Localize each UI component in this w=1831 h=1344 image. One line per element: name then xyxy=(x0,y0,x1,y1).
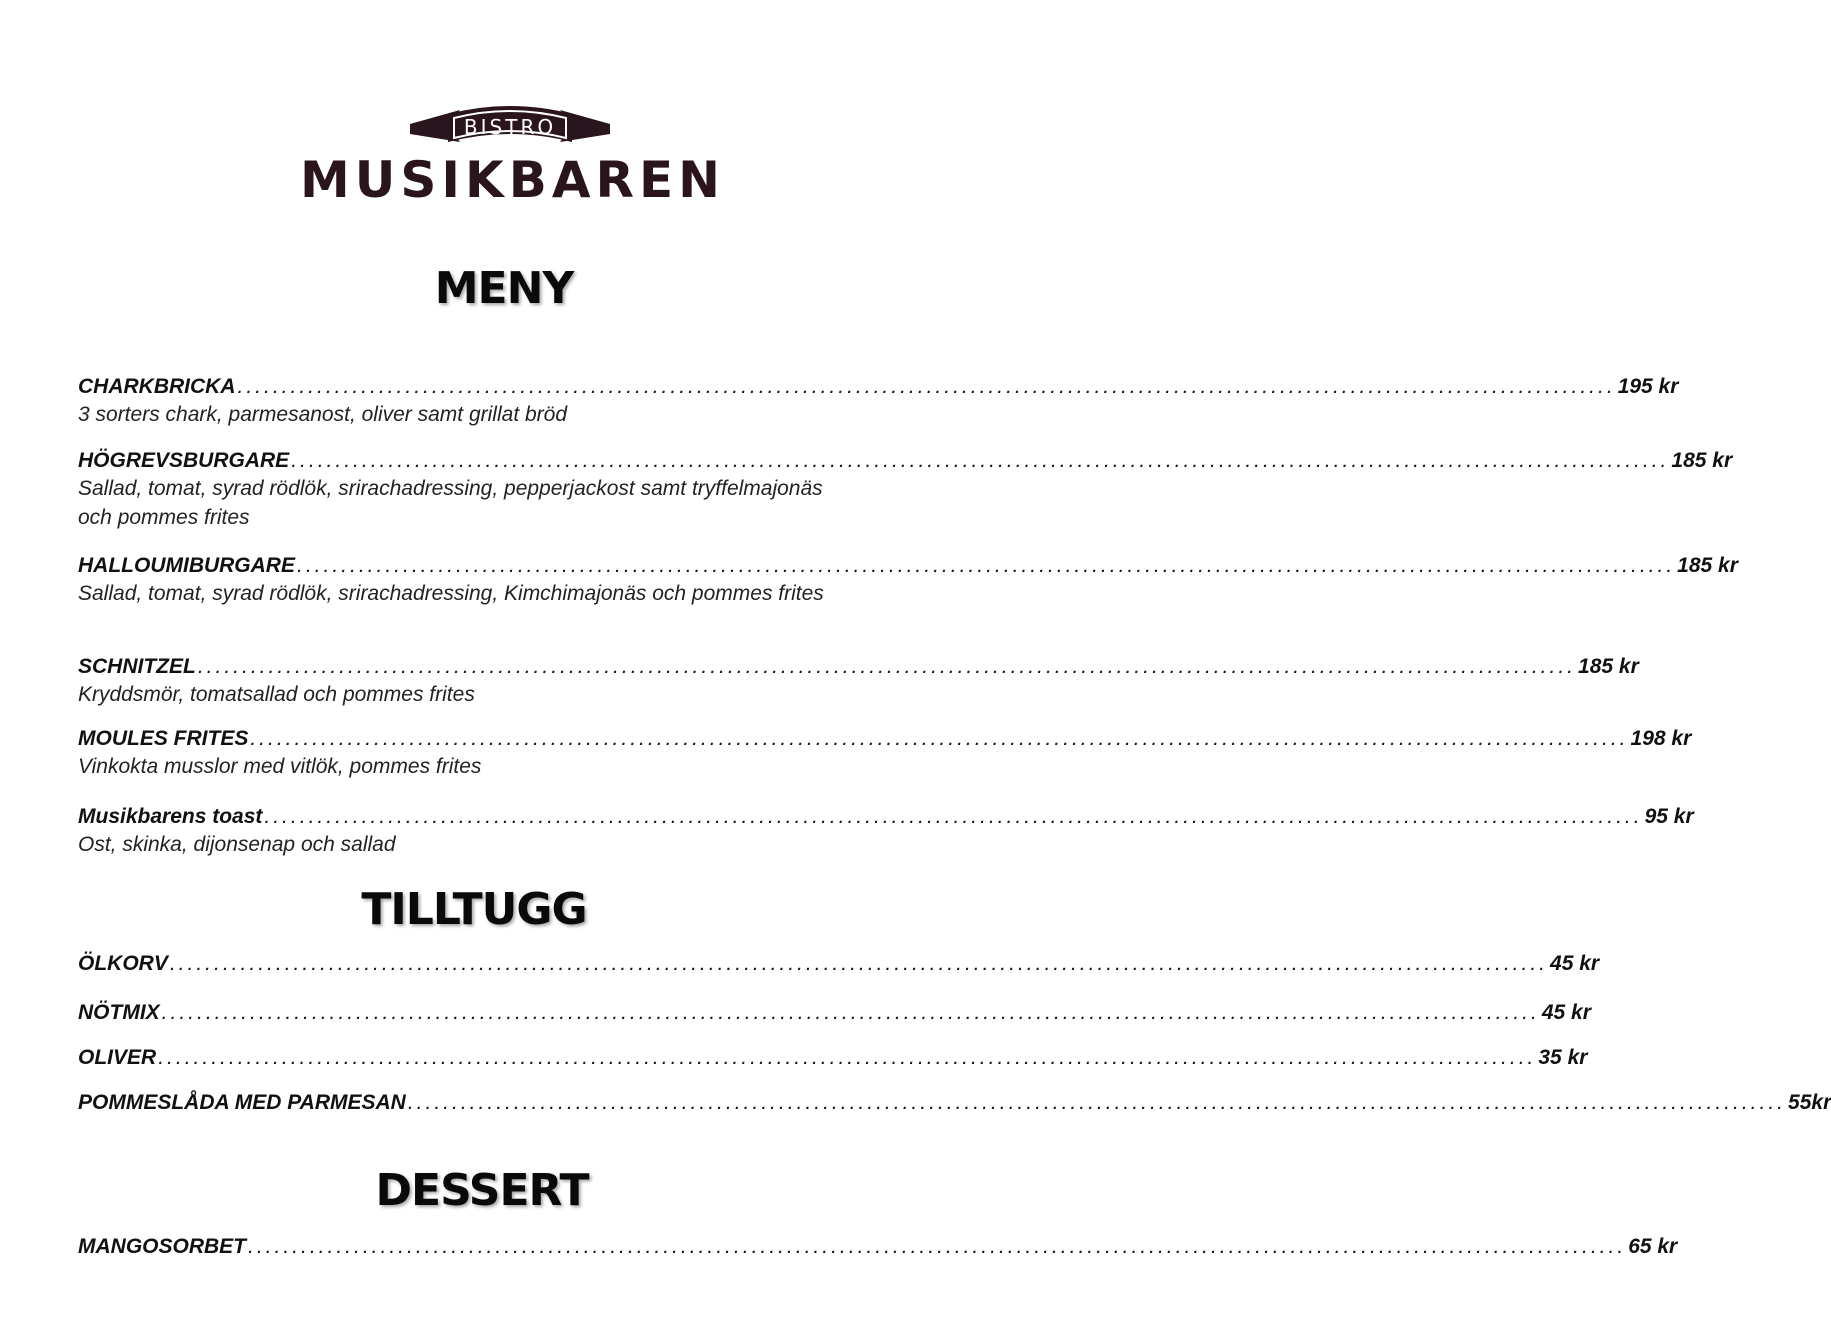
item-description: Kryddsmör, tomatsallad och pommes frites xyxy=(78,683,475,706)
item-price: 95 kr xyxy=(1644,805,1694,828)
item-price: 55kr xyxy=(1788,1091,1831,1114)
menu-item-charkbricka xyxy=(78,374,1679,400)
dot-leader: ............................................................................................................................................................ xyxy=(264,805,1643,828)
item-name: CHARKBRICKA xyxy=(78,375,236,398)
menu-item-hogrevsburgare xyxy=(78,448,1733,474)
item-price: 198 kr xyxy=(1630,727,1692,750)
item-price: 45 kr xyxy=(1541,1001,1591,1024)
menu-item-schnitzel xyxy=(78,654,1639,680)
item-name: OLIVER xyxy=(78,1046,157,1069)
section-title-meny: MENY xyxy=(434,263,574,314)
dessert-item-mangosorbet xyxy=(78,1234,1678,1260)
item-price: 185 kr xyxy=(1578,655,1639,678)
item-description: Sallad, tomat, syrad rödlök, srirachadressing, pepperjackost samt tryffelmajonäs och pommes frites xyxy=(78,477,823,529)
dot-leader: ............................................................................................................................................................ xyxy=(250,727,1629,750)
tilltugg-item-pommeslada xyxy=(78,1090,1831,1116)
banner-text: BISTRO xyxy=(463,115,557,139)
item-name: Musikbarens toast xyxy=(78,805,263,828)
dot-leader: ............................................................................................................................................................ xyxy=(169,952,1549,975)
dot-leader: ............................................................................................................................................................ xyxy=(296,554,1676,577)
item-price: 195 kr xyxy=(1617,375,1679,398)
item-name: HÖGREVSBURGARE xyxy=(78,449,290,472)
item-name: SCHNITZEL xyxy=(78,655,196,678)
menu-item-halloumiburgare xyxy=(78,553,1738,579)
item-description: Ost, skinka, dijonsenap och sallad xyxy=(78,833,396,856)
item-price: 45 kr xyxy=(1550,952,1600,975)
item-price: 65 kr xyxy=(1628,1235,1678,1258)
tilltugg-item-notmix xyxy=(78,1000,1591,1026)
item-name: ÖLKORV xyxy=(78,952,168,975)
brand-name: MUSIKBAREN xyxy=(300,151,726,209)
item-name: NÖTMIX xyxy=(78,1001,160,1024)
section-title-tilltugg: TILLTUGG xyxy=(361,884,587,935)
item-name: HALLOUMIBURGARE xyxy=(78,554,295,577)
logo xyxy=(300,104,726,209)
item-name: POMMESLÅDA MED PARMESAN xyxy=(78,1091,406,1114)
dot-leader: ............................................................................................................................................................ xyxy=(248,1235,1627,1258)
item-description: Sallad, tomat, syrad rödlök, srirachadressing, Kimchimajonäs och pommes frites xyxy=(78,582,824,605)
section-title-dessert: DESSERT xyxy=(375,1165,589,1216)
item-price: 35 kr xyxy=(1538,1046,1588,1069)
tilltugg-item-oliver xyxy=(78,1045,1588,1071)
menu-item-musikbarens-toast xyxy=(78,804,1694,830)
dot-leader: ............................................................................................................................................................ xyxy=(197,655,1577,678)
item-name: MOULES FRITES xyxy=(78,727,249,750)
menu-item-moules-frites xyxy=(78,726,1692,752)
dot-leader: ............................................................................................................................................................ xyxy=(158,1046,1537,1069)
dot-leader: ............................................................................................................................................................ xyxy=(291,449,1670,472)
item-price: 185 kr xyxy=(1671,449,1733,472)
dot-leader: ............................................................................................................................................................ xyxy=(161,1001,1540,1024)
item-description: Vinkokta musslor med vitlök, pommes frites xyxy=(78,755,482,778)
dot-leader: ............................................................................................................................................................ xyxy=(237,375,1616,398)
dot-leader: ............................................................................................................................................................ xyxy=(407,1091,1787,1114)
item-price: 185 kr xyxy=(1677,554,1738,577)
item-description: 3 sorters chark, parmesanost, oliver samt grillat bröd xyxy=(78,403,568,426)
item-name: MANGOSORBET xyxy=(78,1235,246,1258)
tilltugg-item-olkorv xyxy=(78,951,1600,977)
